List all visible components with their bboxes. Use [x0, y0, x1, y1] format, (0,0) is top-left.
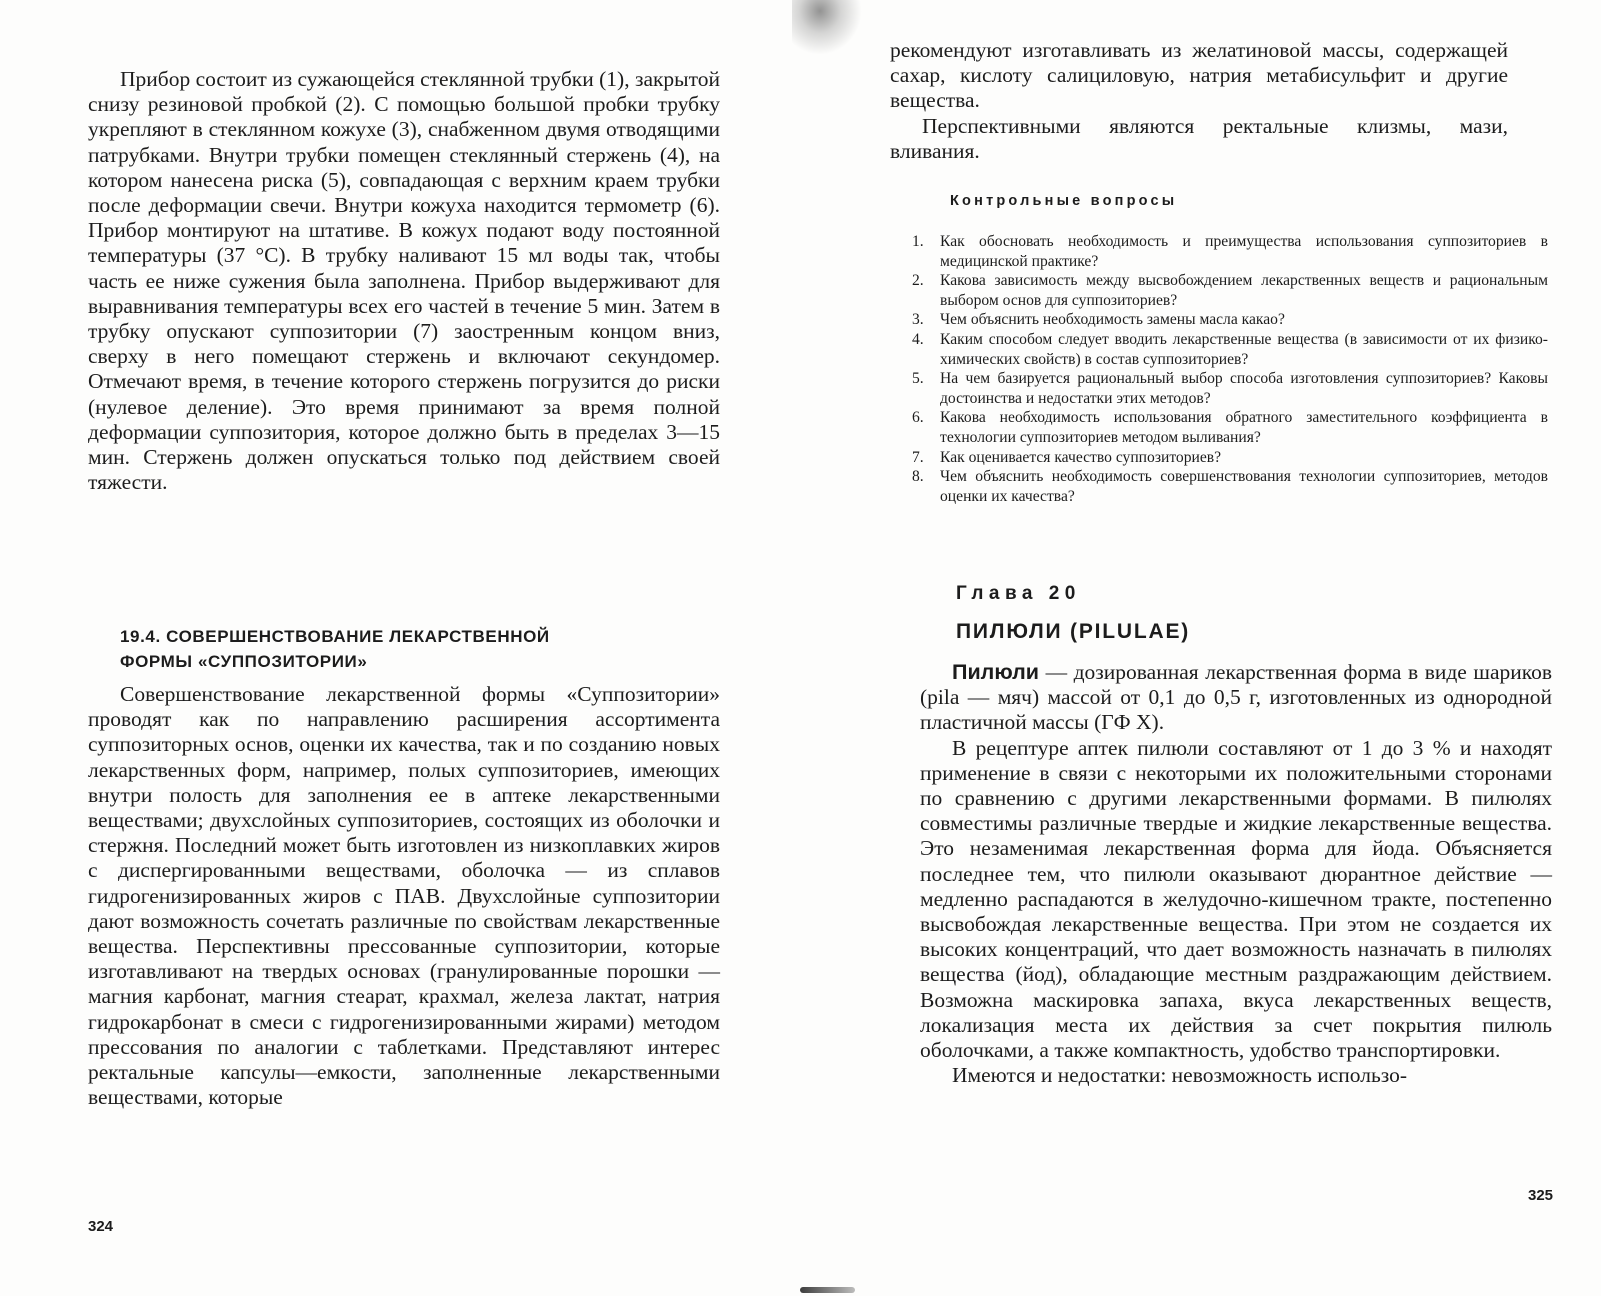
- question-number: 2.: [912, 272, 924, 290]
- paragraph: Прибор состоит из сужающейся стеклянной трубки (1), закрытой снизу резиновой пробкой (2). С помощью большой пробки трубку укрепляют в стеклянном кожухе (3), снабженном двумя отводящими патрубками. Внутри трубки помещен стеклянный стержень (4), на котором нанесена риска (5), совпадающая с верхним краем трубки после деформации свечи. Внутри кожуха находится термометр (6). Прибор монтируют на штативе. В кожух подают воду постоянной температуры (37 °С). В трубку наливают 15 мл воды так, чтобы часть ее ниже сужения была заполнена. Прибор выдерживают для выравнивания температуры всех его частей в течение 5 мин. Затем в трубку опускают суппозитории (7) заостренным концом вниз, сверху в него помещают стержень и включают секундомер. Отмечают время, в течение которого стержень погрузится до риски (нулевое деление). Это время принимают за время полной деформации суппозитория, которое должно быть в пределах 3—15 мин. Стержень должен опускаться только под действием своей тяжести.: [88, 67, 720, 495]
- paragraph: [920, 660, 1552, 736]
- question-text: Какова зависимость между высвобождением лекарственных веществ и рациональным выбором основ для суппозиториев?: [940, 272, 1548, 309]
- right-page: [801, 0, 1601, 1296]
- control-question-item: [912, 330, 1548, 369]
- chapter-title: ПИЛЮЛИ (PILULAE): [956, 620, 1191, 643]
- question-text: Как оценивается качество суппозиториев?: [940, 448, 1222, 466]
- question-number: 3.: [912, 311, 924, 329]
- paragraph: Имеются и недостатки: невозможность использо-: [952, 1063, 1408, 1088]
- left-page: [0, 0, 800, 1296]
- continuation-text: [890, 38, 1508, 164]
- question-text: На чем базируется рациональный выбор способа изготовления суппозиториев? Каковы достоинства и недостатки этих методов?: [940, 370, 1548, 407]
- question-text: Чем объяснить необходимость замены масла какао?: [940, 311, 1285, 329]
- section-heading-line: 19.4. СОВЕРШЕНСТВОВАНИЕ ЛЕКАРСТВЕННОЙ: [120, 627, 550, 646]
- definition-text: — дозированная лекарственная форма в виде шариков (pila — мяч) массой от 0,1 до 0,5 г, изготовленных из однородной пластичной массы (ГФ X).: [920, 660, 1552, 735]
- paragraph: В рецептуре аптек пилюли составляют от 1 до 3 % и находят применение в связи с некоторыми их положительными сторонами по сравнению с другими лекарственными формами. В пилюлях совместимы различные твердые и жидкие лекарственные вещества. Это незаменимая лекарственная форма для йода. Объясняется последнее тем, что пилюли оказывают дюрантное действие — медленно распадаются в желудочно-кишечном тракте, постепенно высвобождая лекарственные вещества. При этом не создается их высоких концентраций, что дает возможность назначать в пилюлях вещества (йод), обладающие местным раздражающим действием. Возможна маскировка запаха, вкуса лекарственных веществ, локализация места их действия за счет покрытия пилюль оболочками, а также компактность, удобство транспортировки.: [920, 735, 1552, 1063]
- question-number: 7.: [912, 448, 924, 466]
- chapter-label: Глава 20: [956, 583, 1081, 604]
- paragraph: Совершенствование лекарственной формы «Суппозитории» проводят как по направлению расширения ассортимента суппозиторных основ, оценки их качества, так и по созданию новых лекарственных форм, например, полых суппозиториев, имеющих внутри полость для заполнения ее в аптеке лекарственными веществами; двухслойных суппозиториев, состоящих из оболочки и стержня. Последний может быть изготовлен из низкоплавких жиров с диспергированными веществами, оболочка — из сплавов гидрогенизированных жиров с ПАВ. Двухслойные суппозитории дают возможность сочетать различные по свойствам лекарственные вещества. Перспективны прессованные суппозитории, которые изготавливают на твердых основах (гранулированные порошки — магния карбонат, магния стеарат, крахмал, железа лактат, натрия гидрокарбонат в смеси с гидрогенизированными жирами) методом прессования по аналогии с таблетками. Представляют интерес ректальные капсулы—емкости, заполненные лекарственными веществами, которые: [88, 682, 720, 1110]
- page-number: 324: [88, 1218, 114, 1235]
- chapter-body: [920, 660, 1552, 1088]
- question-text: Какова необходимость использования обратного заместительного коэффициента в технологии суппозиториев методом выливания?: [940, 409, 1548, 446]
- control-question-item: [912, 467, 1548, 506]
- section-heading-line: ФОРМЫ «СУППОЗИТОРИИ»: [120, 652, 368, 671]
- question-number: 6.: [912, 409, 924, 427]
- paragraph: Перспективными являются ректальные клизмы, мази, вливания.: [890, 113, 1508, 163]
- question-text: Как обосновать необходимость и преимущества использования суппозиториев в медицинской практике?: [940, 233, 1548, 270]
- defined-term: Пилюли: [952, 660, 1040, 684]
- question-number: 5.: [912, 370, 924, 388]
- control-questions-title: Контрольные вопросы: [950, 193, 1178, 209]
- device-description: [88, 67, 720, 495]
- control-question-item: [912, 310, 1548, 330]
- control-question-item: [912, 271, 1548, 310]
- page-number: 325: [1528, 1187, 1554, 1204]
- section-body: [88, 682, 720, 1110]
- control-question-item: [912, 232, 1548, 271]
- control-question-item: [912, 408, 1548, 447]
- question-number: 8.: [912, 468, 924, 486]
- control-question-item: [912, 448, 1548, 468]
- paragraph: рекомендуют изготавливать из желатиновой массы, содержащей сахар, кислоту салициловую, натрия метабисульфит и другие вещества.: [890, 38, 1508, 113]
- section-heading: [120, 624, 680, 674]
- control-questions-list: [912, 232, 1548, 506]
- question-number: 1.: [912, 233, 924, 250]
- question-text: Каким способом следует вводить лекарственные вещества (в зависимости от их физико-химических свойств) в состав суппозиториев?: [940, 330, 1548, 368]
- question-text: Чем объяснить необходимость совершенствования технологии суппозиториев, методов оценки их качества?: [940, 468, 1548, 505]
- question-number: 4.: [912, 330, 924, 348]
- control-question-item: [912, 369, 1548, 408]
